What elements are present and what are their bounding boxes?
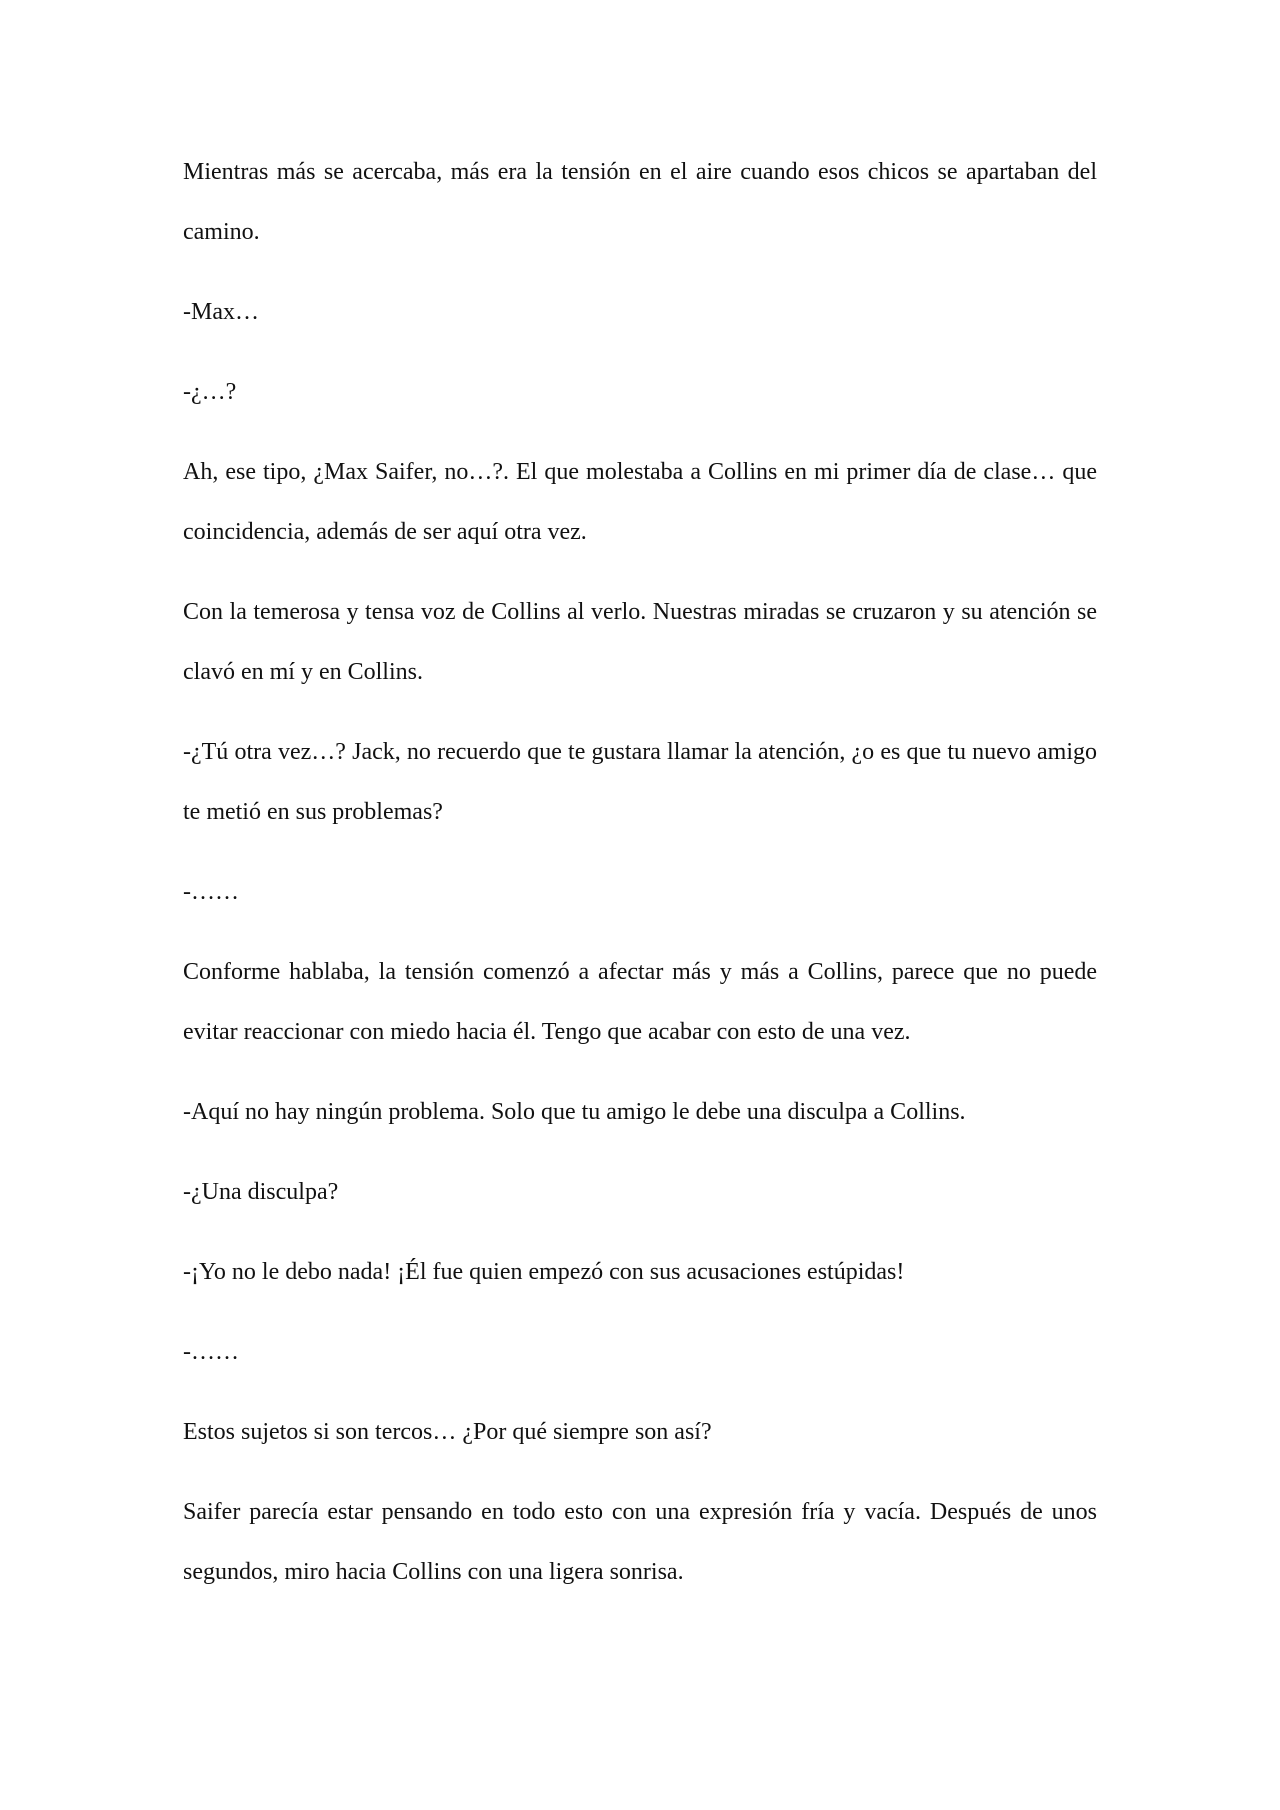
paragraph-9: -Aquí no hay ningún problema. Solo que tu amigo le debe una disculpa a Collins. — [183, 1099, 966, 1125]
paragraph-4: Ah, ese tipo, ¿Max Saifer, no…?. El que molestaba a Collins en mi primer día de clase… que coincidencia, además de ser aquí otra vez. — [183, 459, 1097, 545]
paragraph-10: -¿Una disculpa? — [183, 1179, 339, 1205]
paragraph-11: -¡Yo no le debo nada! ¡Él fue quien empezó con sus acusaciones estúpidas! — [183, 1259, 905, 1285]
paragraph-14: Saifer parecía estar pensando en todo esto con una expresión fría y vacía. Después de unos segundos, miro hacia Collins con una ligera sonrisa. — [183, 1499, 1097, 1585]
paragraph-13: Estos sujetos si son tercos… ¿Por qué siempre son así? — [183, 1419, 712, 1445]
paragraph-3: -¿…? — [183, 379, 237, 405]
paragraph-5: Con la temerosa y tensa voz de Collins al verlo. Nuestras miradas se cruzaron y su atención se clavó en mí y en Collins. — [183, 599, 1097, 685]
paragraph-2: -Max… — [183, 299, 259, 325]
paragraph-1: Mientras más se acercaba, más era la tensión en el aire cuando esos chicos se apartaban del camino. — [183, 159, 1097, 245]
paragraph-8: Conforme hablaba, la tensión comenzó a afectar más y más a Collins, parece que no puede evitar reaccionar con miedo hacia él. Tengo que acabar con esto de una vez. — [183, 959, 1097, 1045]
paragraph-6: -¿Tú otra vez…? Jack, no recuerdo que te gustara llamar la atención, ¿o es que tu nuevo amigo te metió en sus problemas? — [183, 739, 1097, 825]
paragraph-12: -…… — [183, 1339, 239, 1365]
document-body — [183, 142, 1097, 1622]
paragraph-7: -…… — [183, 879, 239, 905]
